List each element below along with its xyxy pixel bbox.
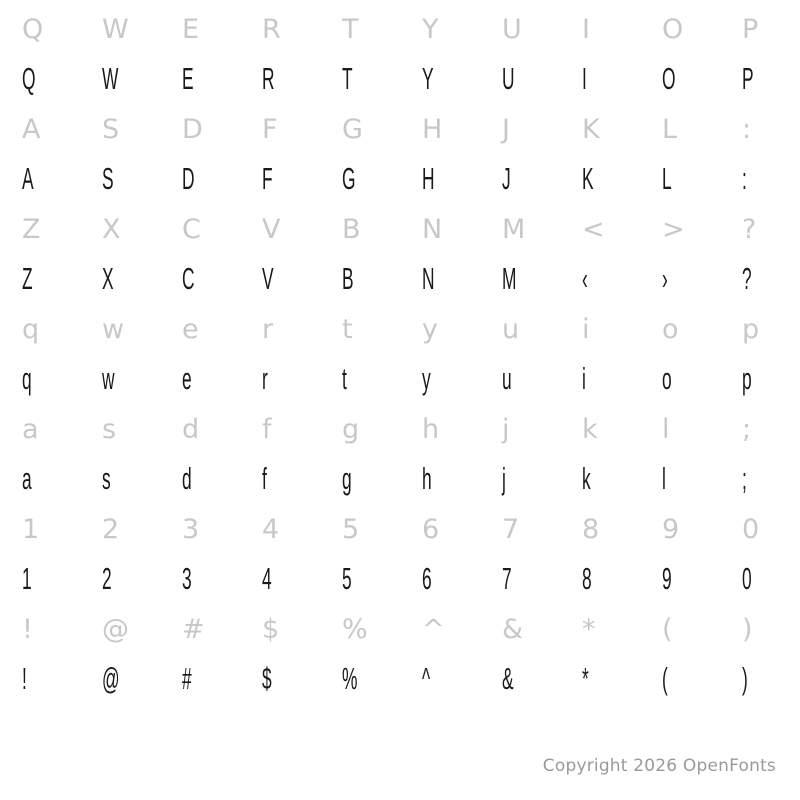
reference-glyph: % — [342, 613, 368, 645]
reference-glyph: X — [102, 213, 121, 245]
reference-glyph: f — [262, 413, 272, 445]
reference-glyph: > — [662, 213, 685, 245]
specimen-glyph: V — [262, 261, 274, 296]
specimen-glyph: ) — [742, 661, 748, 696]
specimen-glyph: o — [662, 361, 672, 396]
reference-glyph: E — [182, 13, 200, 45]
reference-glyph: 7 — [502, 513, 520, 545]
reference-glyph: q — [22, 313, 40, 345]
reference-glyph: H — [422, 113, 443, 145]
specimen-glyph: ? — [742, 261, 752, 296]
reference-glyph: I — [582, 13, 590, 45]
reference-glyph: # — [182, 613, 205, 645]
reference-glyph: p — [742, 313, 760, 345]
specimen-row — [0, 54, 800, 104]
specimen-glyph: › — [662, 261, 668, 296]
reference-row — [0, 204, 800, 254]
specimen-glyph: E — [182, 61, 194, 96]
specimen-glyph: ! — [22, 661, 27, 696]
reference-glyph: T — [342, 13, 359, 45]
specimen-glyph: 2 — [102, 561, 112, 596]
reference-glyph: F — [262, 113, 278, 145]
specimen-glyph: F — [262, 161, 273, 196]
reference-glyph: & — [502, 613, 524, 645]
specimen-glyph: a — [22, 461, 32, 496]
reference-glyph: K — [582, 113, 600, 145]
specimen-glyph: G — [342, 161, 356, 196]
reference-glyph: ? — [742, 213, 757, 245]
specimen-glyph: t — [342, 361, 347, 396]
specimen-glyph: L — [662, 161, 672, 196]
specimen-glyph: s — [102, 461, 111, 496]
specimen-glyph: Q — [22, 61, 36, 96]
specimen-glyph: N — [422, 261, 435, 296]
reference-glyph: W — [102, 13, 129, 45]
reference-glyph: ; — [742, 413, 752, 445]
specimen-row — [0, 554, 800, 604]
specimen-glyph: l — [662, 461, 666, 496]
specimen-glyph: 9 — [662, 561, 672, 596]
reference-glyph: 6 — [422, 513, 440, 545]
reference-glyph: e — [182, 313, 199, 345]
specimen-glyph: D — [182, 161, 195, 196]
reference-glyph: 1 — [22, 513, 40, 545]
reference-glyph: 5 — [342, 513, 360, 545]
reference-glyph: t — [342, 313, 353, 345]
specimen-glyph: 7 — [502, 561, 512, 596]
reference-glyph: R — [262, 13, 281, 45]
specimen-row — [0, 254, 800, 304]
reference-glyph: 8 — [582, 513, 600, 545]
reference-glyph: j — [502, 413, 510, 445]
specimen-glyph: ^ — [422, 661, 431, 696]
specimen-glyph: * — [582, 661, 589, 696]
specimen-glyph: R — [262, 61, 275, 96]
copyright-notice: Copyright 2026 OpenFonts — [542, 756, 776, 776]
reference-glyph: $ — [262, 613, 280, 645]
reference-glyph: * — [582, 613, 596, 645]
specimen-glyph: p — [742, 361, 752, 396]
specimen-glyph: 0 — [742, 561, 752, 596]
reference-glyph: u — [502, 313, 520, 345]
specimen-glyph: f — [262, 461, 267, 496]
specimen-glyph: U — [502, 61, 515, 96]
specimen-glyph: % — [342, 661, 358, 696]
specimen-glyph: w — [102, 361, 115, 396]
specimen-row — [0, 454, 800, 504]
reference-glyph: S — [102, 113, 120, 145]
specimen-glyph: Z — [22, 261, 33, 296]
specimen-glyph: I — [582, 61, 587, 96]
specimen-glyph: X — [102, 261, 114, 296]
reference-glyph: G — [342, 113, 363, 145]
reference-glyph: @ — [102, 613, 129, 645]
specimen-glyph: S — [102, 161, 114, 196]
reference-glyph: 4 — [262, 513, 280, 545]
reference-glyph: w — [102, 313, 125, 345]
specimen-glyph: q — [22, 361, 32, 396]
reference-row — [0, 604, 800, 654]
specimen-glyph: B — [342, 261, 354, 296]
reference-glyph: o — [662, 313, 679, 345]
reference-glyph: : — [742, 113, 752, 145]
reference-glyph: Q — [22, 13, 44, 45]
reference-glyph: N — [422, 213, 443, 245]
reference-glyph: s — [102, 413, 117, 445]
reference-glyph: P — [742, 13, 759, 45]
specimen-glyph: H — [422, 161, 435, 196]
reference-glyph: k — [582, 413, 598, 445]
reference-glyph: g — [342, 413, 360, 445]
specimen-glyph: 4 — [262, 561, 272, 596]
specimen-glyph: & — [502, 661, 514, 696]
specimen-glyph: M — [502, 261, 517, 296]
reference-glyph: M — [502, 213, 526, 245]
specimen-glyph: K — [582, 161, 594, 196]
specimen-glyph: ( — [662, 661, 668, 696]
reference-glyph: C — [182, 213, 201, 245]
specimen-glyph: ; — [742, 461, 747, 496]
reference-glyph: 9 — [662, 513, 680, 545]
reference-glyph: r — [262, 313, 274, 345]
specimen-glyph: @ — [102, 661, 120, 696]
reference-glyph: ! — [22, 613, 33, 645]
reference-glyph: < — [582, 213, 605, 245]
reference-glyph: Y — [422, 13, 439, 45]
specimen-glyph: r — [262, 361, 268, 396]
specimen-glyph: C — [182, 261, 195, 296]
specimen-glyph: # — [182, 661, 192, 696]
reference-glyph: L — [662, 113, 678, 145]
reference-glyph: D — [182, 113, 203, 145]
reference-glyph: J — [502, 113, 510, 145]
reference-row — [0, 504, 800, 554]
reference-glyph: O — [662, 13, 684, 45]
reference-glyph: ) — [742, 613, 753, 645]
specimen-glyph: Y — [422, 61, 434, 96]
specimen-glyph: A — [22, 161, 34, 196]
specimen-glyph: ‹ — [582, 261, 588, 296]
specimen-glyph: T — [342, 61, 353, 96]
specimen-glyph: : — [742, 161, 747, 196]
reference-glyph: 2 — [102, 513, 120, 545]
reference-row — [0, 304, 800, 354]
specimen-glyph: 1 — [22, 561, 32, 596]
reference-row — [0, 404, 800, 454]
reference-row — [0, 104, 800, 154]
reference-glyph: ( — [662, 613, 673, 645]
specimen-glyph: W — [102, 61, 119, 96]
reference-glyph: d — [182, 413, 200, 445]
reference-glyph: y — [422, 313, 438, 345]
reference-glyph: a — [22, 413, 39, 445]
specimen-glyph: P — [742, 61, 754, 96]
specimen-glyph: J — [502, 161, 511, 196]
specimen-row — [0, 654, 800, 704]
specimen-glyph: i — [582, 361, 586, 396]
specimen-glyph: 5 — [342, 561, 352, 596]
reference-glyph: 0 — [742, 513, 760, 545]
reference-glyph: B — [342, 213, 361, 245]
specimen-glyph: 3 — [182, 561, 192, 596]
reference-glyph: V — [262, 213, 281, 245]
specimen-glyph: d — [182, 461, 192, 496]
specimen-glyph: O — [662, 61, 676, 96]
reference-glyph: A — [22, 113, 41, 145]
specimen-glyph: e — [182, 361, 192, 396]
reference-glyph: ^ — [422, 613, 445, 645]
reference-glyph: i — [582, 313, 590, 345]
reference-row — [0, 4, 800, 54]
specimen-glyph: u — [502, 361, 512, 396]
specimen-glyph: y — [422, 361, 431, 396]
specimen-glyph: 6 — [422, 561, 432, 596]
specimen-glyph: j — [502, 461, 506, 496]
reference-glyph: l — [662, 413, 670, 445]
specimen-glyph: $ — [262, 661, 272, 696]
reference-glyph: 3 — [182, 513, 200, 545]
specimen-glyph: 8 — [582, 561, 592, 596]
specimen-row — [0, 154, 800, 204]
specimen-glyph: g — [342, 461, 352, 496]
specimen-row — [0, 354, 800, 404]
reference-glyph: U — [502, 13, 522, 45]
specimen-glyph: h — [422, 461, 432, 496]
reference-glyph: Z — [22, 213, 41, 245]
reference-glyph: h — [422, 413, 440, 445]
specimen-glyph: k — [582, 461, 591, 496]
